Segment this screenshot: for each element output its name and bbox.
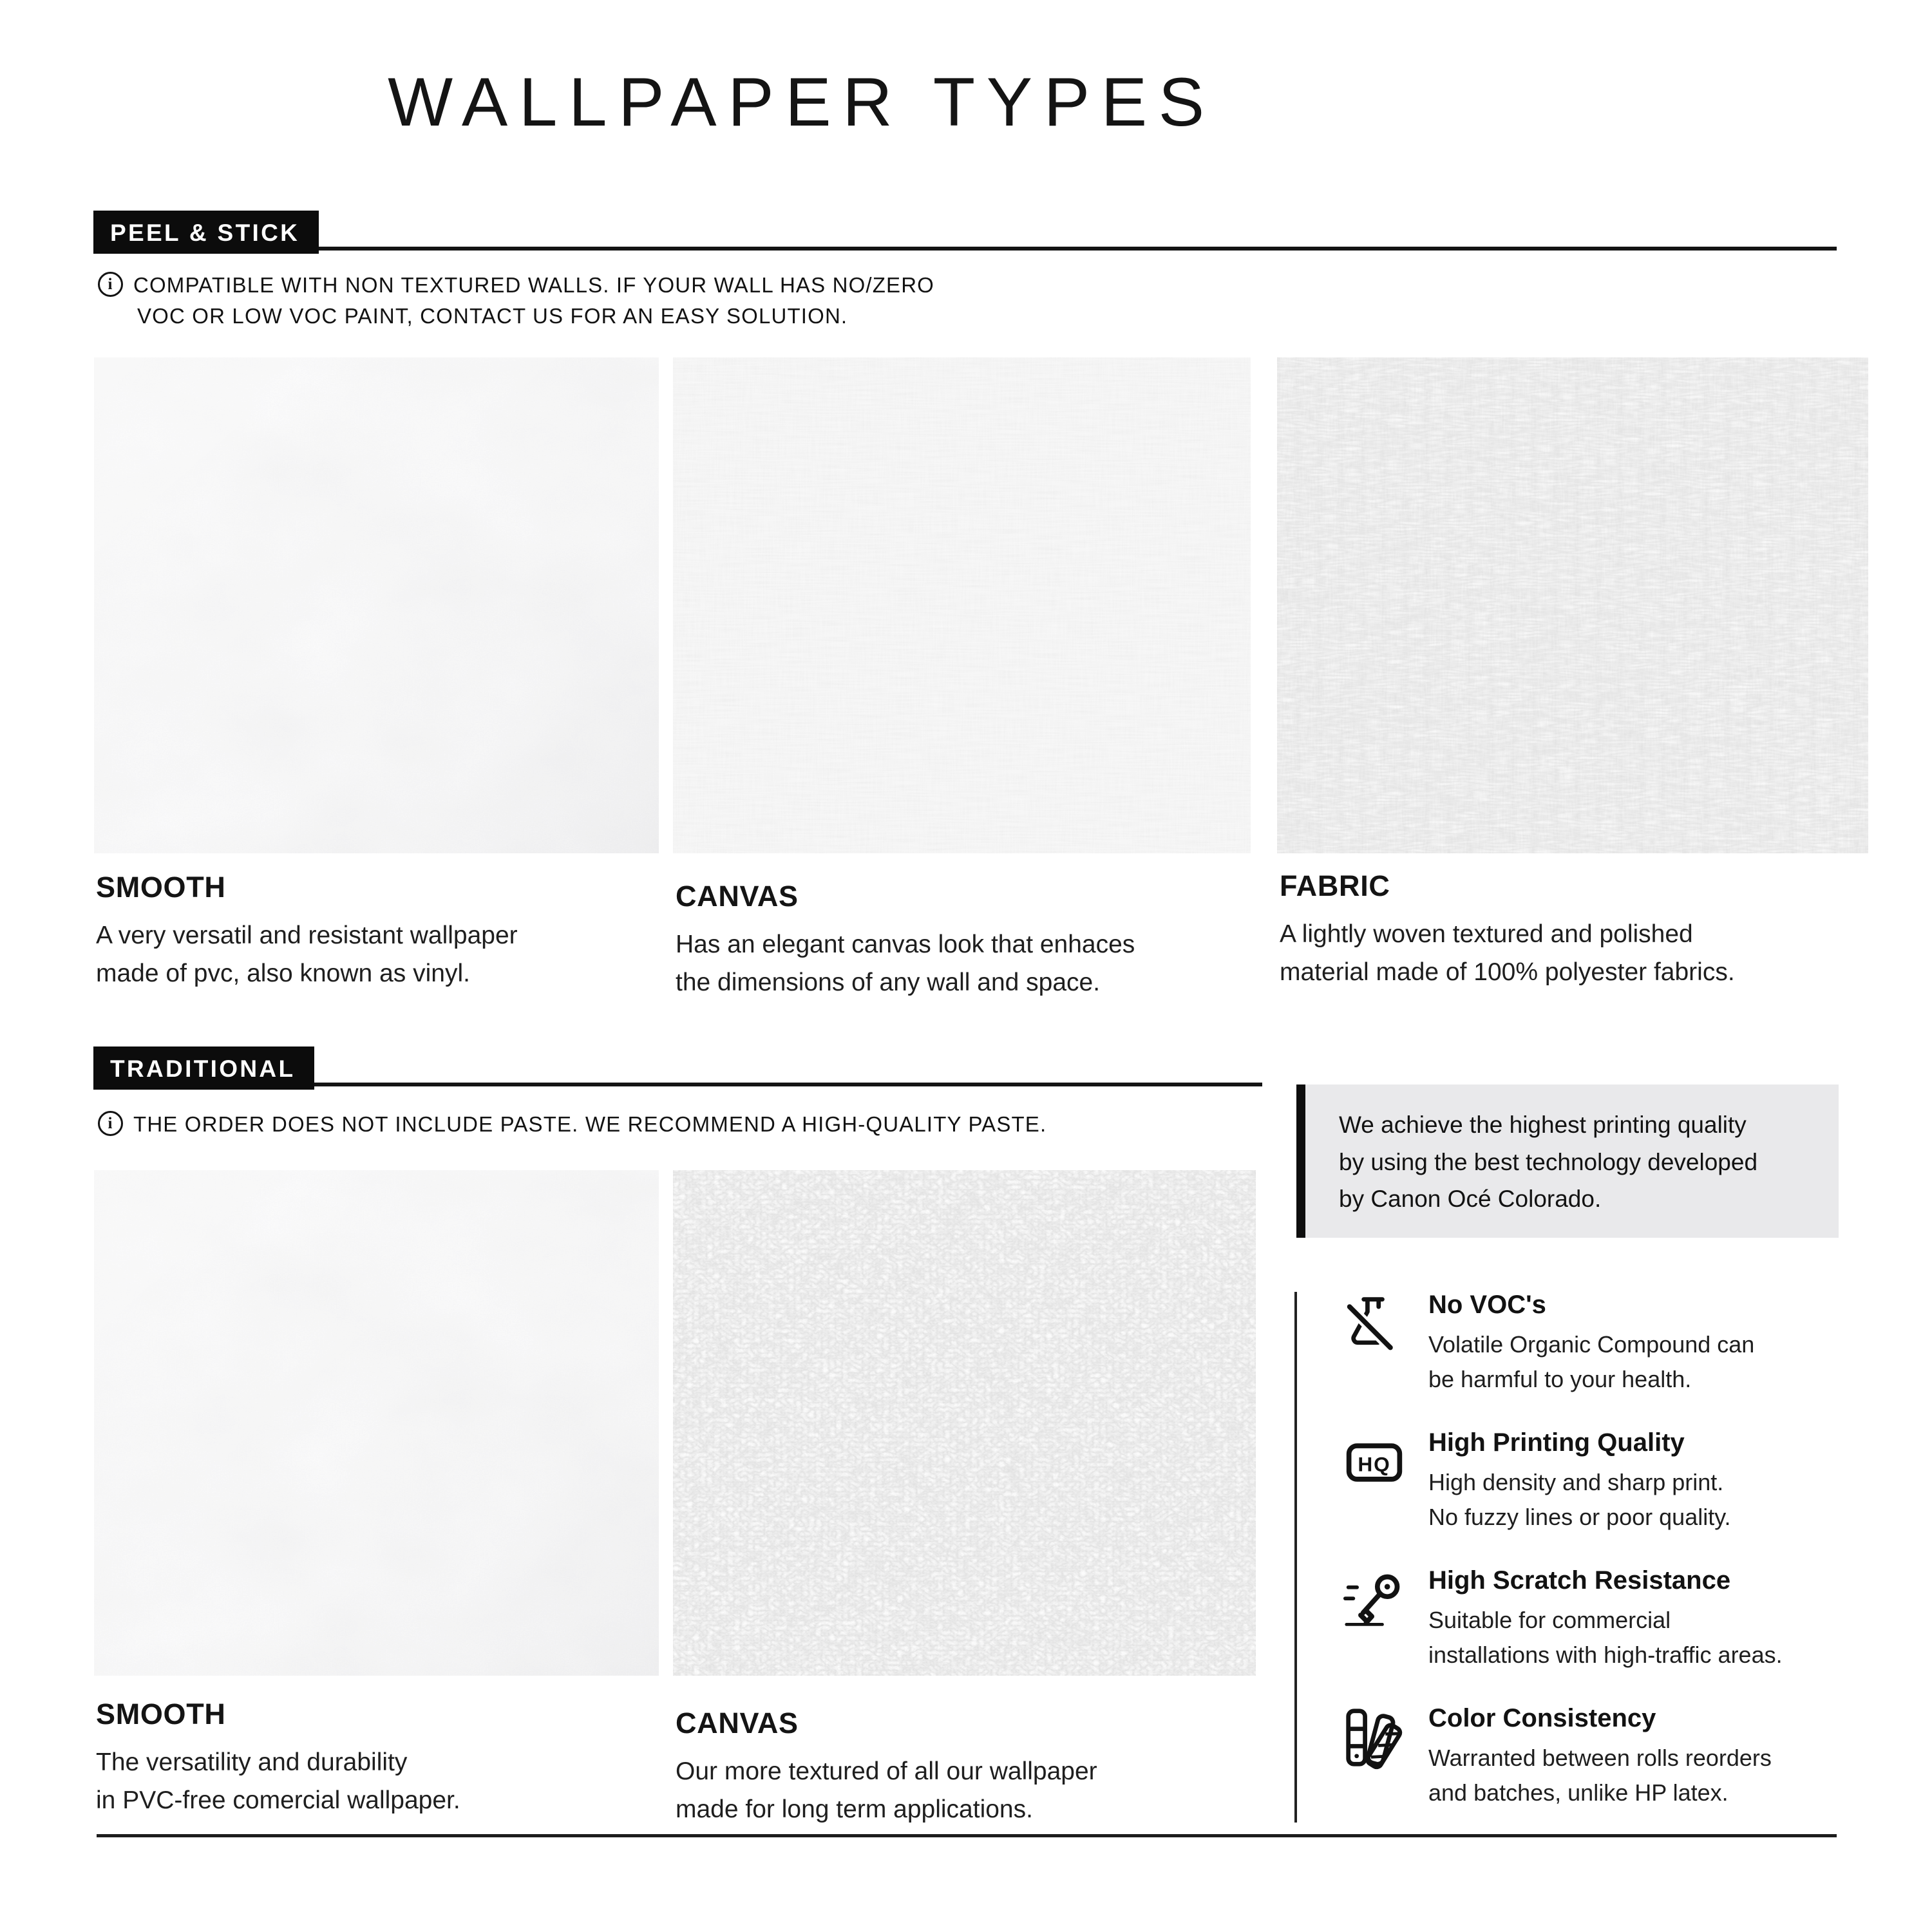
sample-description-line: material made of 100% polyester fabrics.: [1280, 958, 1735, 986]
feature-item-color-consistency: [1343, 1704, 1859, 1810]
features-divider-line: [1294, 1292, 1297, 1823]
feature-description-line: and batches, unlike HP latex.: [1428, 1779, 1728, 1806]
sample-description-line: A very versatil and resistant wallpaper: [96, 922, 518, 949]
smooth-texture-image: [94, 357, 659, 853]
sample-description-line: made for long term applications.: [676, 1795, 1033, 1823]
feature-text: [1428, 1566, 1783, 1672]
sample-description-line: Our more textured of all our wallpaper: [676, 1757, 1097, 1785]
info-note-text: [133, 270, 934, 332]
feature-description-line: No fuzzy lines or poor quality.: [1428, 1504, 1731, 1530]
info-note-line: COMPATIBLE WITH NON TEXTURED WALLS. IF YOUR WALL HAS NO/ZERO: [133, 273, 935, 297]
feature-description: [1428, 1327, 1754, 1397]
scratch-resistance-key-icon: [1343, 1569, 1405, 1631]
sample-description-line: A lightly woven textured and polished: [1280, 920, 1693, 948]
feature-text: [1428, 1704, 1772, 1810]
feature-text: [1428, 1291, 1754, 1397]
feature-description-line: installations with high-traffic areas.: [1428, 1642, 1783, 1668]
feature-description: [1428, 1603, 1783, 1672]
coarse-canvas-texture-image: [673, 1170, 1256, 1676]
peel-stick-info-note: [98, 270, 934, 332]
woven-fabric-texture-image: [1277, 357, 1868, 853]
sample-title: CANVAS: [676, 1707, 799, 1739]
sample-description-line: made of pvc, also known as vinyl.: [96, 959, 470, 987]
color-swatches-icon: [1343, 1707, 1405, 1768]
traditional-section-badge: TRADITIONAL: [93, 1046, 314, 1090]
texture-sample-canvas-traditional: [673, 1170, 1256, 1676]
sample-description-line: the dimensions of any wall and space.: [676, 968, 1101, 996]
sample-description: [96, 1744, 460, 1819]
texture-sample-canvas-peel-stick: [673, 357, 1251, 853]
feature-description-line: be harmful to your health.: [1428, 1366, 1692, 1392]
smooth-texture-image: [94, 1170, 659, 1676]
feature-title: High Scratch Resistance: [1428, 1566, 1731, 1595]
svg-text:HQ: HQ: [1358, 1452, 1391, 1476]
sample-description: [1280, 916, 1735, 991]
feature-item-high-scratch-resistance: [1343, 1566, 1859, 1672]
texture-sample-fabric-peel-stick: [1277, 357, 1868, 853]
sample-title: SMOOTH: [96, 871, 226, 904]
info-icon: i: [98, 1111, 123, 1136]
sample-title: CANVAS: [676, 880, 799, 913]
peel-stick-section-rule: [93, 247, 1837, 251]
sample-description-line: The versatility and durability: [96, 1748, 408, 1776]
no-voc-flask-icon: [1343, 1293, 1405, 1355]
info-note-text: THE ORDER DOES NOT INCLUDE PASTE. WE RECOMMEND A HIGH-QUALITY PASTE.: [133, 1112, 1047, 1136]
feature-description-line: Volatile Organic Compound can: [1428, 1331, 1755, 1358]
info-icon: i: [98, 272, 123, 297]
fine-canvas-texture-image: [673, 357, 1251, 853]
feature-item-high-printing-quality: [1343, 1428, 1859, 1535]
traditional-info-note: [98, 1109, 1046, 1140]
texture-sample-smooth-peel-stick: [94, 357, 659, 853]
feature-description-line: Warranted between rolls reorders: [1428, 1745, 1772, 1771]
printing-quality-highlight-box: [1296, 1084, 1839, 1238]
feature-title: No VOC's: [1428, 1291, 1546, 1319]
feature-text: [1428, 1428, 1731, 1535]
page-title: WALLPAPER TYPES: [388, 63, 1216, 140]
feature-description-line: High density and sharp print.: [1428, 1469, 1724, 1495]
feature-description-line: Suitable for commercial: [1428, 1607, 1671, 1633]
sample-description-line: Has an elegant canvas look that enhaces: [676, 931, 1135, 958]
texture-sample-smooth-traditional: [94, 1170, 659, 1676]
feature-description: [1428, 1465, 1731, 1535]
sample-description-line: in PVC-free comercial wallpaper.: [96, 1786, 460, 1814]
peel-stick-section-badge: PEEL & STICK: [93, 211, 319, 254]
hq-badge-icon: [1343, 1431, 1405, 1493]
sample-description: [676, 926, 1135, 1001]
feature-description: [1428, 1741, 1772, 1810]
feature-item-no-voc: [1343, 1291, 1859, 1397]
sample-title: SMOOTH: [96, 1698, 226, 1730]
bottom-divider-rule: [97, 1834, 1837, 1837]
feature-title: High Printing Quality: [1428, 1428, 1685, 1457]
sample-title: FABRIC: [1280, 869, 1390, 902]
feature-title: Color Consistency: [1428, 1704, 1656, 1732]
sample-description: [96, 917, 518, 992]
sample-description: [676, 1753, 1097, 1828]
info-note-line: VOC OR LOW VOC PAINT, CONTACT US FOR AN EASY SOLUTION.: [137, 303, 848, 328]
printing-quality-highlight-text: We achieve the highest printing quality by using the best technology developed by Canon Océ Colorado.: [1339, 1112, 1758, 1213]
